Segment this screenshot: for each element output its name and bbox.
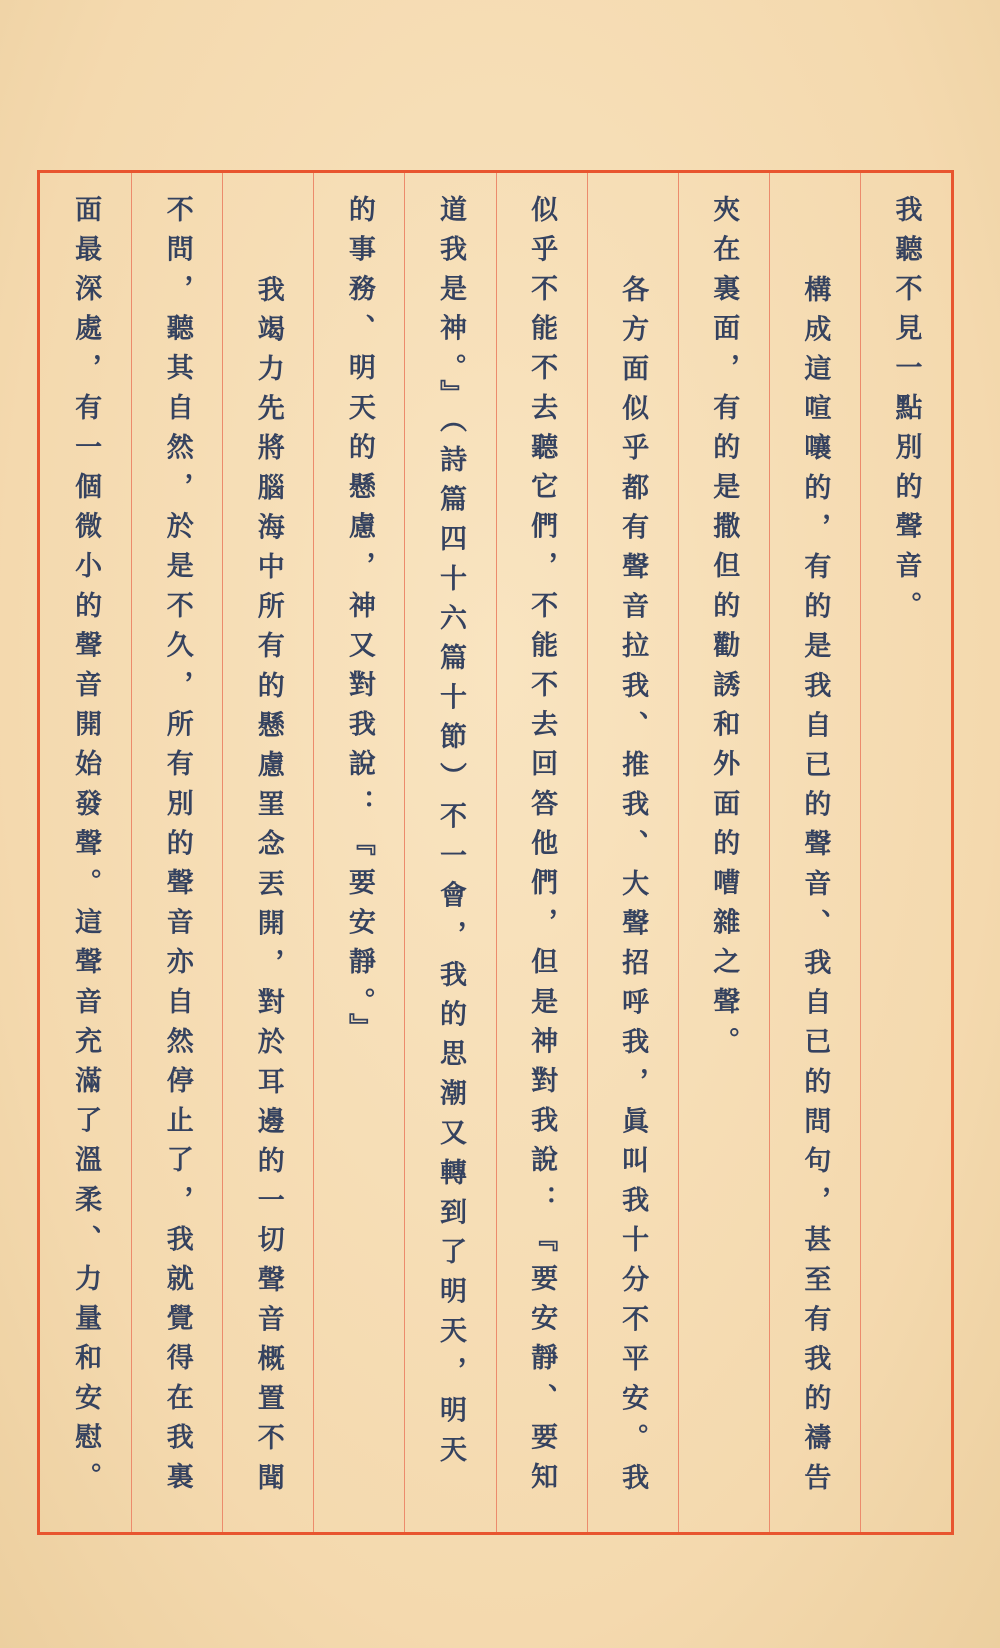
column-text: 夾在裏面，有的是撒但的勸誘和外面的嘈雜之聲。 [708, 195, 740, 1067]
text-column [40, 173, 131, 1532]
text-column [769, 173, 860, 1532]
column-text: 的事務、明天的懸慮，神又對我說：『要安靜。』 [343, 195, 375, 1053]
column-text: 不問，聽其自然，於是不久，所有別的聲音亦自然停止了，我就覺得在我裏 [161, 195, 193, 1502]
text-column [222, 173, 313, 1532]
column-text: 似乎不能不去聽它們，不能不去回答他們，但是神對我說：『要安靜、要知 [526, 195, 558, 1502]
column-text: 構成這喧嚷的，有的是我自已的聲音、我自已的問句，甚至有我的禱告 [799, 275, 831, 1503]
column-text: 各方面似乎都有聲音拉我、推我、大聲招呼我，眞叫我十分不平安。我 [617, 275, 649, 1503]
text-column [860, 173, 951, 1532]
manuscript-grid [37, 170, 954, 1535]
text-column [131, 173, 222, 1532]
column-text: 道我是神。』（詩篇四十六篇十節）不一會，我的思潮又轉到了明天，明天 [434, 195, 466, 1475]
column-text: 我聽不見一點別的聲音。 [890, 195, 922, 631]
text-column [313, 173, 404, 1532]
text-column [496, 173, 587, 1532]
text-column [678, 173, 769, 1532]
text-column [404, 173, 495, 1532]
text-column [587, 173, 678, 1532]
column-text: 我竭力先將腦海中所有的懸慮罣念丟開，對於耳邊的一切聲音概置不聞 [252, 275, 284, 1503]
column-text: 面最深處，有一個微小的聲音開始發聲。這聲音充滿了溫柔、力量和安慰。 [70, 195, 102, 1502]
